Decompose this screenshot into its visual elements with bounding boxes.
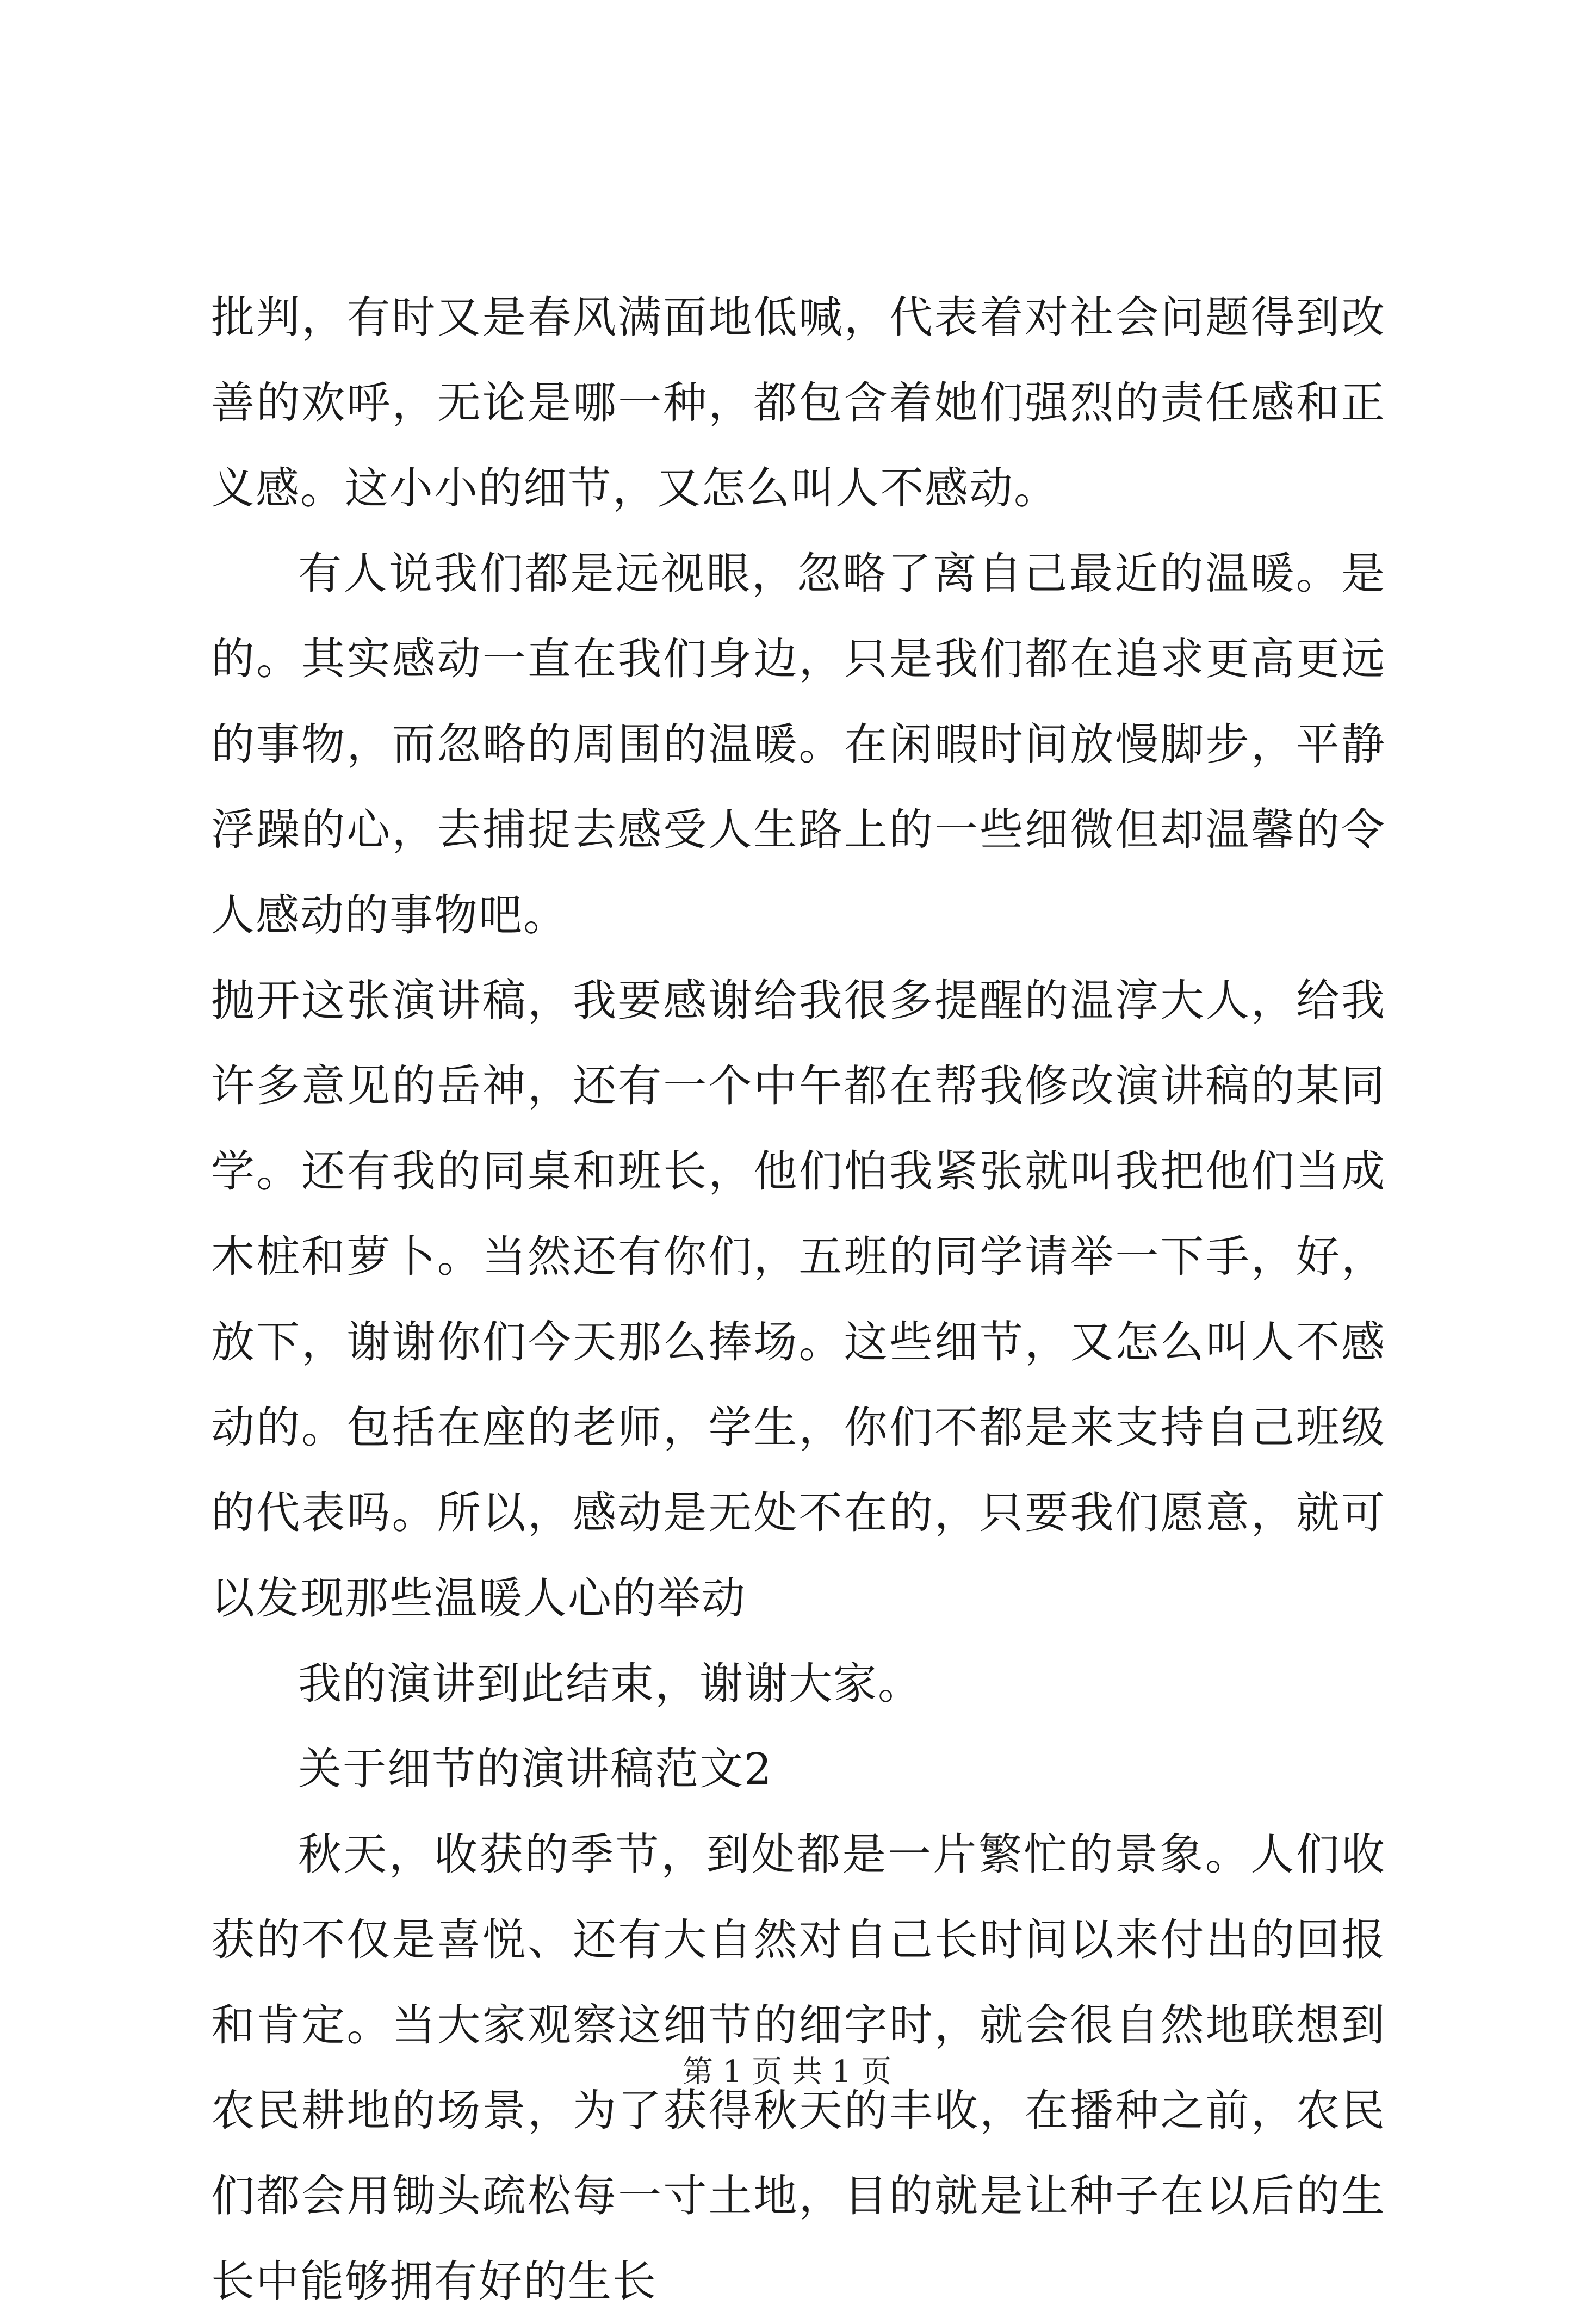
paragraph-5: 秋天，收获的季节，到处都是一片繁忙的景象。人们收获的不仅是喜悦、还有大自然对自己长时间以来付出的回报和肯定。当大家观察这细节的细字时，就会很自然地联想到农民耕地的场景，为了获得秋天的丰收，在播种之前，农民们都会用锄头疏松每一寸土地，目的就是让种子在以后的生长中能够拥有好的生长 [211,1829,1386,2307]
page-footer: 第 1 页 共 1 页 [682,2054,892,2090]
paragraph-2: 有人说我们都是远视眼，忽略了离自己最近的温暖。是的。其实感动一直在我们身边，只是我们都在追求更高更远的事物，而忽略的周围的温暖。在闲暇时间放慢脚步，平静浮躁的心，去捕捉去感受人生路上的一些细微但却温馨的令人感动的事物吧。 [211,548,1386,940]
section-heading: 关于细节的演讲稿范文2 [298,1744,773,1794]
paragraph-3: 抛开这张演讲稿，我要感谢给我很多提醒的温淳大人，给我许多意见的岳神，还有一个中午都在帮我修改演讲稿的某同学。还有我的同桌和班长，他们怕我紧张就叫我把他们当成木桩和萝卜。当然还有你们，五班的同学请举一下手，好，放下，谢谢你们今天那么捧场。这些细节，又怎么叫人不感动的。包括在座的老师，学生，你们不都是来支持自己班级的代表吗。所以，感动是无处不在的，只要我们愿意，就可以发现那些温暖人心的举动 [211,975,1386,1623]
document-body [211,275,1386,2324]
paragraph-1: 批判，有时又是春风满面地低喊，代表着对社会问题得到改善的欢呼，无论是哪一种，都包含着她们强烈的责任感和正义感。这小小的细节，又怎么叫人不感动。 [211,292,1386,513]
paragraph-4: 我的演讲到此结束，谢谢大家。 [298,1658,922,1709]
